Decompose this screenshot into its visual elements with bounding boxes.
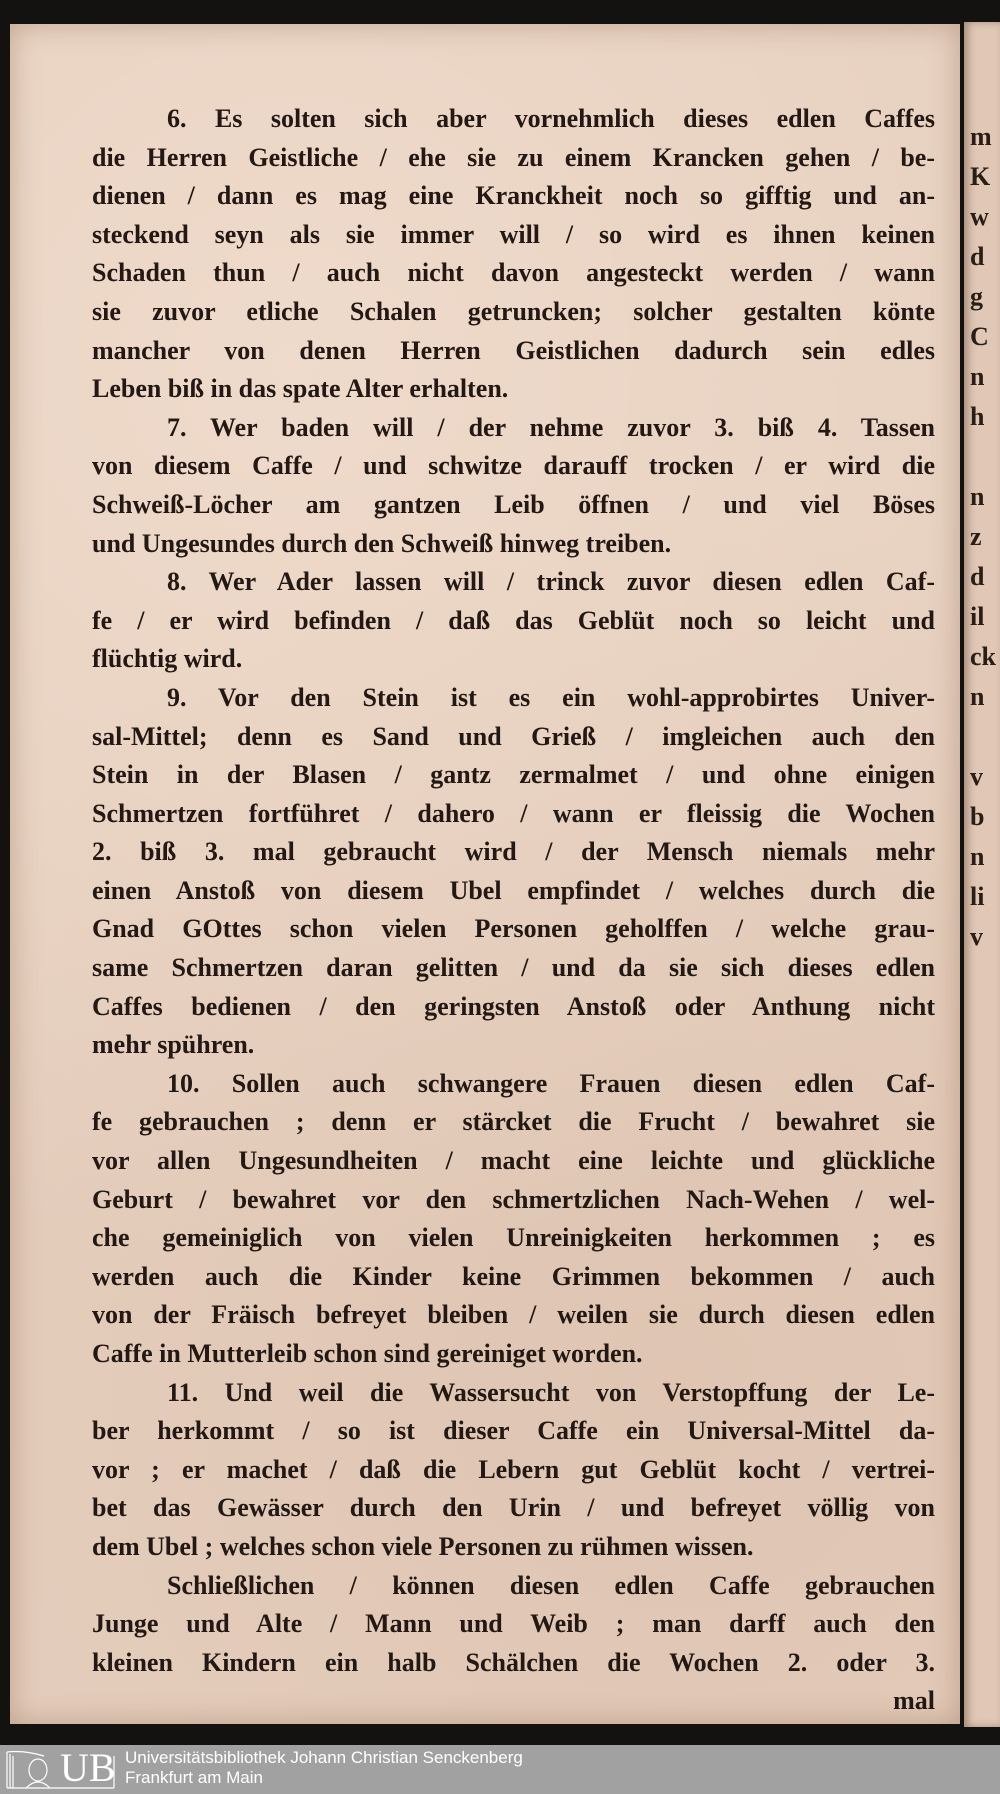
text-line: mal bbox=[893, 1686, 935, 1716]
text-line: und Ungesundes durch den Schweiß hinweg treiben. bbox=[92, 528, 672, 558]
text-line: Caffes bedienen / den geringsten Anstoß oder Anthung nicht bbox=[92, 991, 935, 1021]
text-line: 10. Sollen auch schwangere Frauen diesen edlen Caf- bbox=[167, 1068, 935, 1098]
document-page bbox=[10, 24, 960, 1724]
adjacent-page-fragment: m bbox=[970, 122, 992, 151]
text-line: fe / er wird befinden / daß das Geblüt noch so leicht und bbox=[92, 605, 935, 635]
text-line: Schweiß-Löcher am gantzen Leib öffnen / und viel Böses bbox=[92, 489, 935, 519]
adjacent-page-fragment: n bbox=[970, 682, 985, 711]
adjacent-page-fragment: z bbox=[970, 522, 982, 551]
text-line: mehr spühren. bbox=[92, 1030, 255, 1060]
adjacent-page-fragment: b bbox=[970, 802, 985, 831]
adjacent-page-fragment: h bbox=[970, 402, 985, 431]
text-line: kleinen Kindern ein halb Schälchen die Wochen 2. oder 3. bbox=[92, 1647, 935, 1677]
text-line: bet das Gewässer durch den Urin / und befreyet völlig von bbox=[92, 1493, 935, 1523]
text-line: fe gebrauchen ; denn er stärcket die Frucht / bewahret sie bbox=[92, 1107, 935, 1137]
institution-credit bbox=[125, 1748, 523, 1788]
institution-city: Frankfurt am Main bbox=[125, 1768, 263, 1787]
text-line: same Schmertzen daran gelitten / und da sie sich dieses edlen bbox=[92, 953, 935, 983]
text-line: Schaden thun / auch nicht davon angesteckt werden / wann bbox=[92, 258, 935, 288]
adjacent-page-fragment: d bbox=[970, 562, 985, 591]
adjacent-page-fragment: v bbox=[970, 762, 983, 791]
text-line: mancher von denen Herren Geistlichen dadurch sein edles bbox=[92, 335, 935, 365]
text-line: die Herren Geistliche / ehe sie zu einem Krancken gehen / be- bbox=[92, 142, 935, 172]
text-line: Gnad GOttes schon vielen Personen geholffen / welche grau- bbox=[92, 914, 935, 944]
text-line: 7. Wer baden will / der nehme zuvor 3. biß 4. Tassen bbox=[167, 412, 935, 442]
text-line: che gemeiniglich von vielen Unreinigkeiten herkommen ; es bbox=[92, 1223, 935, 1253]
text-line: ber herkommt / so ist dieser Caffe ein Universal-Mittel da- bbox=[92, 1416, 935, 1446]
adjacent-page-fragment: g bbox=[970, 282, 983, 311]
adjacent-page-fragment: n bbox=[970, 482, 985, 511]
text-line: Geburt / bewahret vor den schmertzlichen Nach-Wehen / wel- bbox=[92, 1184, 935, 1214]
text-line: steckend seyn als sie immer will / so wird es ihnen keinen bbox=[92, 219, 935, 249]
text-line: vor allen Ungesundheiten / macht eine leichte und glückliche bbox=[92, 1146, 935, 1176]
text-line: von der Fräisch befreyet bleiben / weilen sie durch diesen edlen bbox=[92, 1300, 935, 1330]
adjacent-page-fragment: C bbox=[970, 322, 989, 351]
adjacent-page-edge bbox=[964, 22, 1000, 1727]
text-line: dienen / dann es mag eine Kranckheit noch so gifftig und an- bbox=[92, 181, 935, 211]
adjacent-page-fragment: d bbox=[970, 242, 985, 271]
adjacent-page-fragment: K bbox=[970, 162, 991, 191]
text-line: Schmertzen fortführet / dahero / wann er fleissig die Wochen bbox=[92, 798, 935, 828]
text-line: 11. Und weil die Wassersucht von Verstopffung der Le- bbox=[167, 1377, 935, 1407]
text-line: Junge und Alte / Mann und Weib ; man darff auch den bbox=[92, 1609, 935, 1639]
text-line: 6. Es solten sich aber vornehmlich dieses edlen Caffes bbox=[167, 104, 935, 133]
text-line: 8. Wer Ader lassen will / trinck zuvor diesen edlen Caf- bbox=[167, 567, 935, 597]
text-line: flüchtig wird. bbox=[92, 644, 243, 674]
text-line: Stein in der Blasen / gantz zermalmet / und ohne einigen bbox=[92, 760, 935, 790]
adjacent-page-fragment: w bbox=[970, 202, 989, 231]
adjacent-page-fragment: n bbox=[970, 362, 985, 391]
text-line: 9. Vor den Stein ist es ein wohl-approbirtes Univer- bbox=[167, 682, 935, 712]
text-line: einen Anstoß von diesem Ubel empfindet / welches durch die bbox=[92, 875, 935, 905]
text-line: 2. biß 3. mal gebraucht wird / der Mensch niemals mehr bbox=[92, 837, 935, 867]
text-line: sie zuvor etliche Schalen getruncken; solcher gestalten könte bbox=[92, 296, 935, 326]
adjacent-page-fragment: li bbox=[970, 882, 985, 911]
text-line: Schließlichen / können diesen edlen Caffe gebrauchen bbox=[167, 1570, 935, 1600]
footer-bar bbox=[0, 1745, 1000, 1794]
adjacent-page-fragment: ck bbox=[970, 642, 996, 671]
adjacent-page-fragment: v bbox=[970, 922, 983, 951]
document-text bbox=[92, 100, 935, 1721]
text-line: sal-Mittel; denn es Sand und Grieß / imgleichen auch den bbox=[92, 721, 935, 751]
adjacent-page-fragment: il bbox=[970, 602, 985, 631]
adjacent-page-fragment: n bbox=[970, 842, 985, 871]
logo-text: UB bbox=[60, 1745, 116, 1790]
text-line: werden auch die Kinder keine Grimmen bekommen / auch bbox=[92, 1261, 935, 1291]
text-line: dem Ubel ; welches schon viele Personen zu rühmen wissen. bbox=[92, 1531, 754, 1561]
text-line: Leben biß in das spate Alter erhalten. bbox=[92, 374, 509, 404]
institution-name: Universitätsbibliothek Johann Christian Senckenberg bbox=[125, 1748, 523, 1767]
text-line: Caffe in Mutterleib schon sind gereiniget worden. bbox=[92, 1339, 643, 1368]
text-line: von diesem Caffe / und schwitze darauff trocken / er wird die bbox=[92, 451, 935, 481]
text-line: vor ; er machet / daß die Lebern gut Geblüt kocht / vertrei- bbox=[92, 1454, 935, 1484]
